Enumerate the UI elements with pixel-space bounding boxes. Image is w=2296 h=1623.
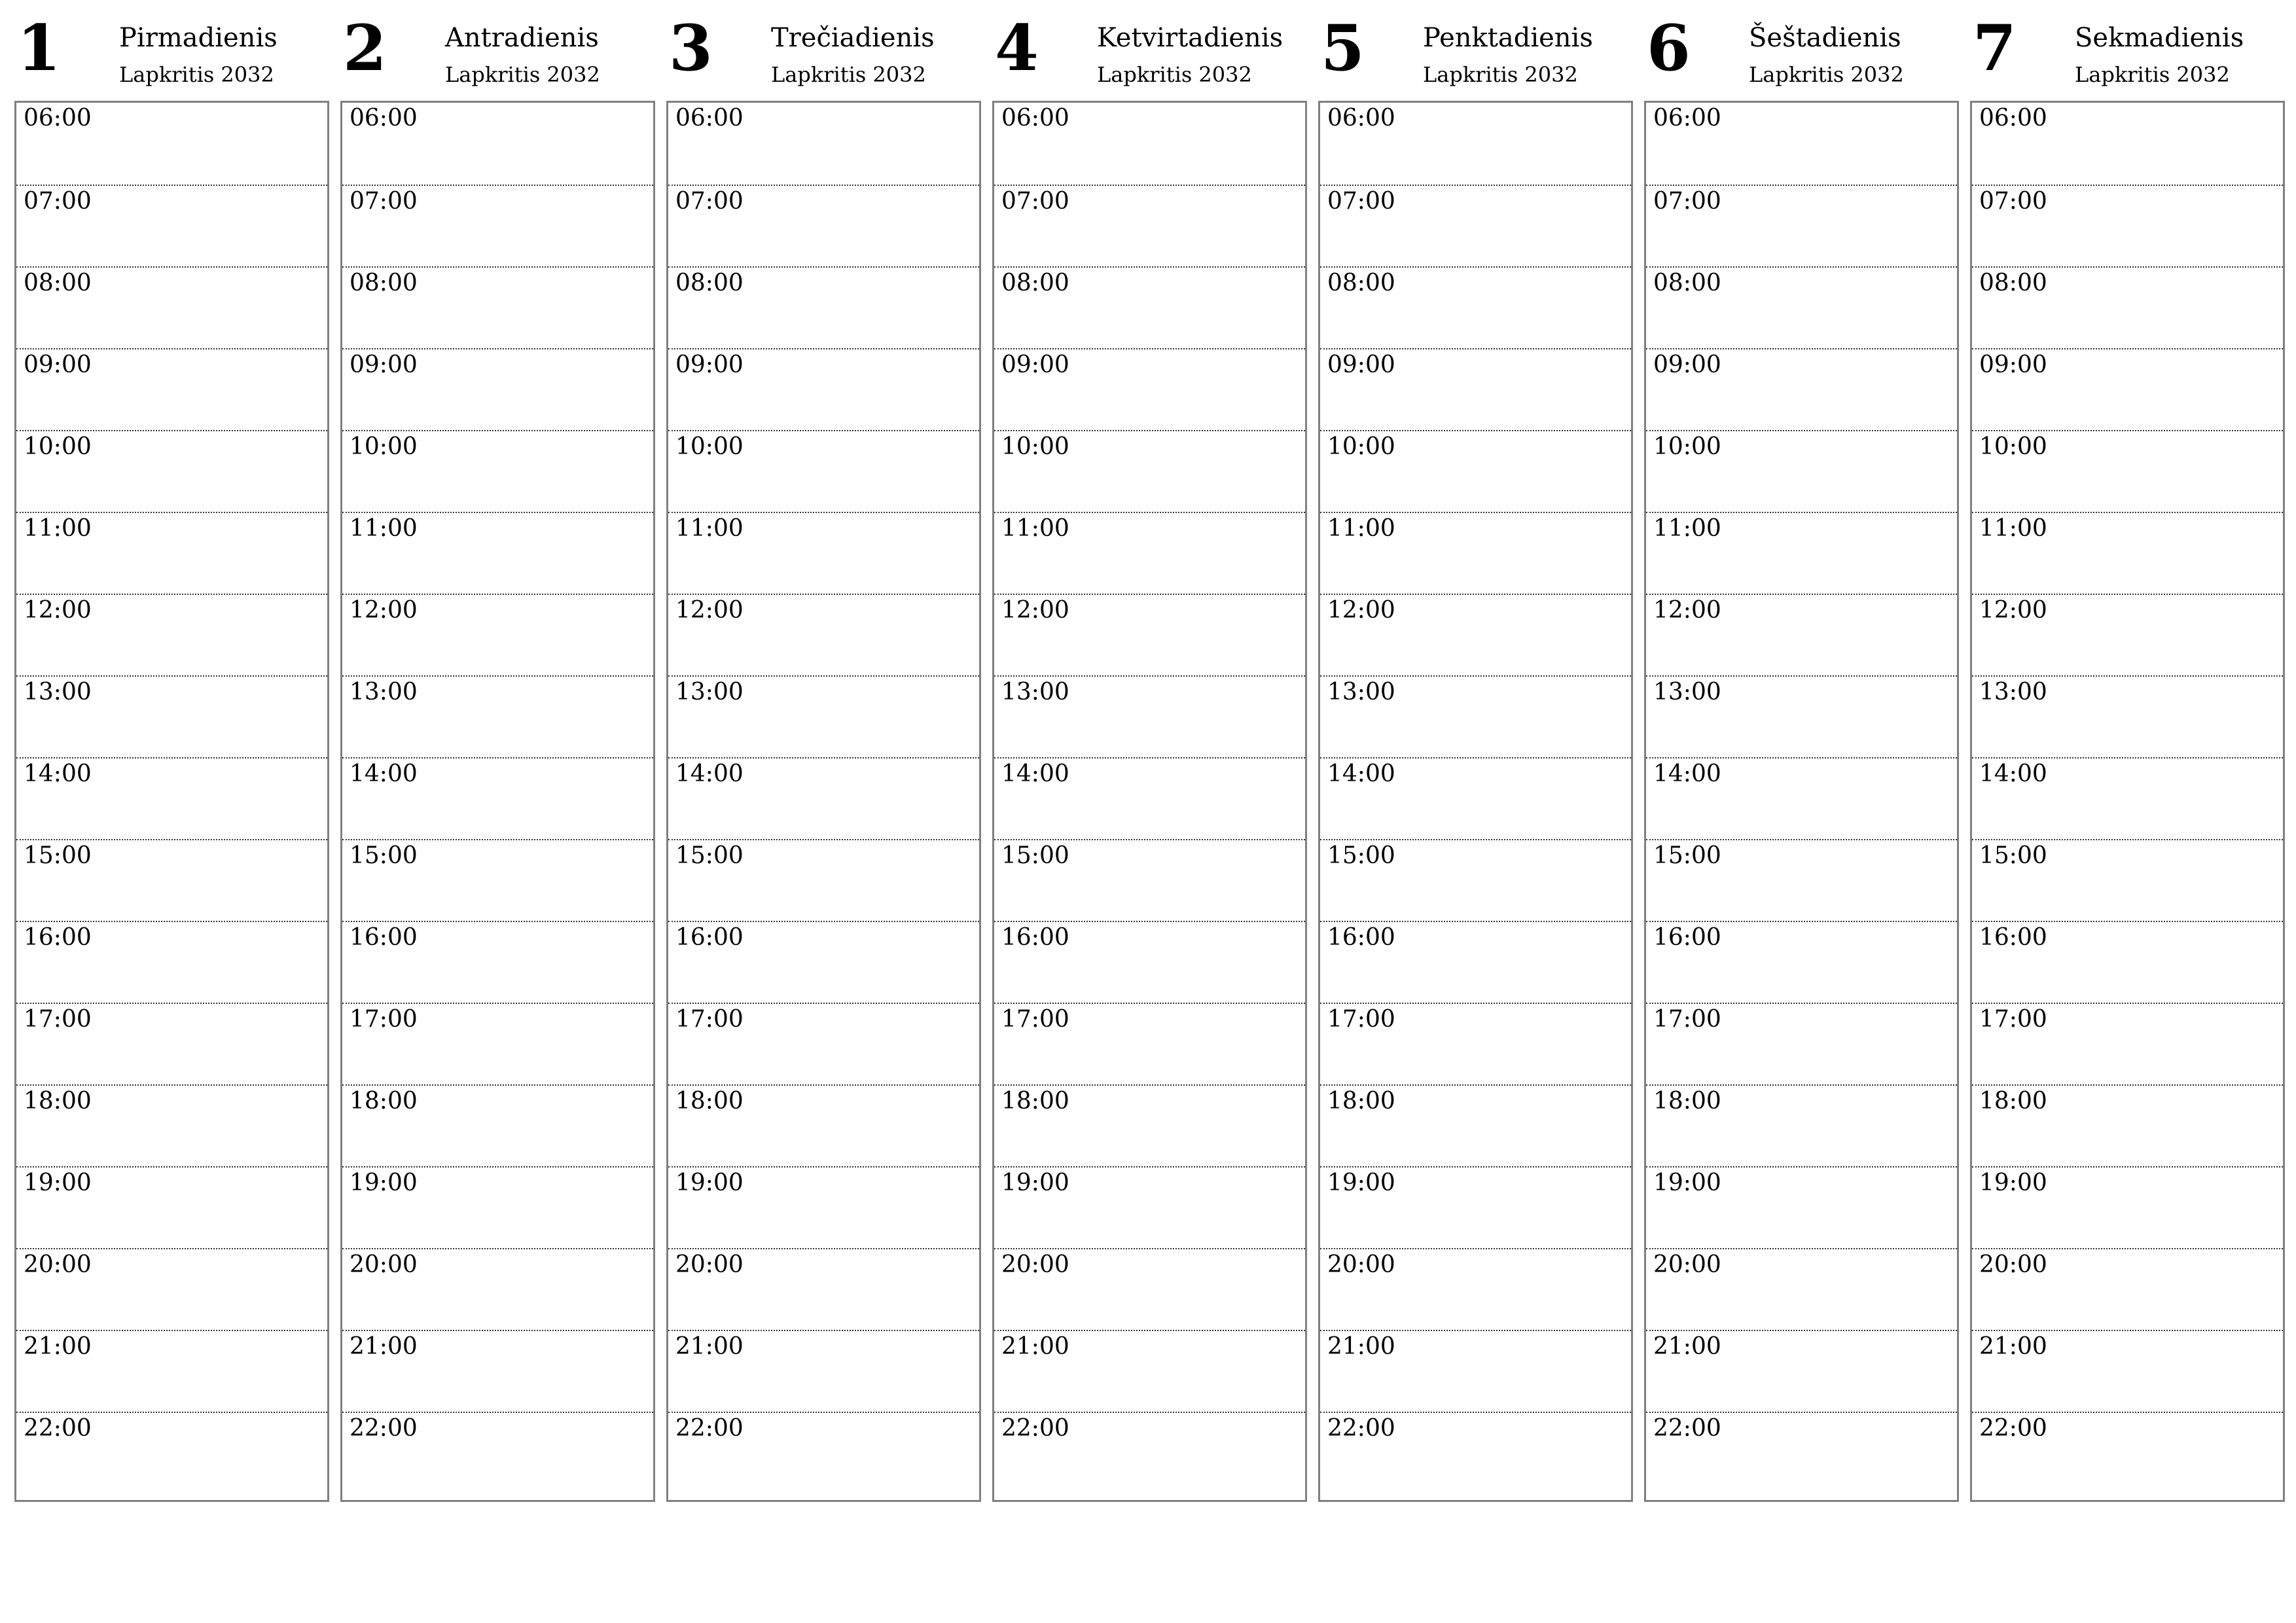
hour-slot[interactable] bbox=[1646, 430, 1957, 513]
hour-slot[interactable] bbox=[1646, 921, 1957, 1004]
hour-label: 10:00 bbox=[350, 433, 418, 460]
hour-label: 13:00 bbox=[1327, 679, 1395, 705]
hour-slot[interactable] bbox=[1646, 675, 1957, 758]
hour-slot[interactable] bbox=[1972, 675, 2283, 758]
day-name: Ketvirtadienis bbox=[1097, 23, 1283, 53]
hour-label: 12:00 bbox=[675, 597, 744, 624]
hour-slot[interactable] bbox=[1646, 1330, 1957, 1413]
hour-label: 11:00 bbox=[1979, 515, 2047, 542]
hour-label: 12:00 bbox=[1001, 597, 1069, 624]
hour-slot[interactable] bbox=[342, 348, 653, 431]
hour-slot[interactable] bbox=[16, 1412, 327, 1495]
hour-slot[interactable] bbox=[1320, 1412, 1631, 1495]
hour-label: 20:00 bbox=[1327, 1251, 1395, 1278]
hour-slot[interactable] bbox=[994, 675, 1305, 758]
hour-slot[interactable] bbox=[16, 266, 327, 349]
hour-label: 20:00 bbox=[1653, 1251, 1721, 1278]
hour-label: 19:00 bbox=[350, 1169, 418, 1196]
day-number: 1 bbox=[17, 11, 61, 85]
day-number: 3 bbox=[669, 11, 713, 85]
hour-label: 12:00 bbox=[24, 597, 92, 624]
hour-slot[interactable] bbox=[1646, 1003, 1957, 1086]
hour-slot[interactable] bbox=[668, 594, 979, 677]
hour-label: 21:00 bbox=[675, 1333, 744, 1360]
hour-slot[interactable] bbox=[668, 921, 979, 1004]
hour-label: 18:00 bbox=[1327, 1088, 1395, 1115]
hour-label: 11:00 bbox=[1327, 515, 1395, 542]
hour-label: 22:00 bbox=[1327, 1415, 1395, 1442]
hour-slot[interactable] bbox=[1972, 594, 2283, 677]
day-month-label: Lapkritis 2032 bbox=[1423, 62, 1578, 87]
hour-slot[interactable] bbox=[994, 757, 1305, 840]
hour-slot[interactable] bbox=[994, 1330, 1305, 1413]
day-column bbox=[1318, 0, 1632, 1501]
hour-slot[interactable] bbox=[16, 1003, 327, 1086]
hour-slot[interactable] bbox=[1646, 512, 1957, 595]
hour-label: 07:00 bbox=[1327, 188, 1395, 215]
hour-label: 19:00 bbox=[1979, 1169, 2047, 1196]
hour-slot[interactable] bbox=[16, 185, 327, 268]
hours-box bbox=[340, 101, 655, 1502]
day-name: Šeštadienis bbox=[1749, 23, 1901, 53]
hour-label: 08:00 bbox=[1327, 270, 1395, 296]
hour-label: 15:00 bbox=[675, 842, 744, 869]
hour-label: 22:00 bbox=[675, 1415, 744, 1442]
hour-label: 20:00 bbox=[1979, 1251, 2047, 1278]
hour-label: 21:00 bbox=[350, 1333, 418, 1360]
hour-label: 17:00 bbox=[1001, 1006, 1069, 1033]
hour-label: 19:00 bbox=[1001, 1169, 1069, 1196]
hour-slot[interactable] bbox=[1972, 430, 2283, 513]
hour-slot[interactable] bbox=[342, 266, 653, 349]
hour-label: 14:00 bbox=[24, 760, 92, 787]
hour-label: 21:00 bbox=[1327, 1333, 1395, 1360]
hour-label: 06:00 bbox=[1979, 105, 2047, 132]
hour-slot[interactable] bbox=[16, 348, 327, 431]
hour-label: 13:00 bbox=[24, 679, 92, 705]
hour-label: 12:00 bbox=[1979, 597, 2047, 624]
hour-slot[interactable] bbox=[994, 512, 1305, 595]
hour-label: 06:00 bbox=[1327, 105, 1395, 132]
hour-slot[interactable] bbox=[994, 1084, 1305, 1168]
hour-slot[interactable] bbox=[1646, 1166, 1957, 1249]
hour-slot[interactable] bbox=[342, 1412, 653, 1495]
hours-box bbox=[666, 101, 981, 1502]
hour-label: 09:00 bbox=[1653, 351, 1721, 378]
hour-label: 22:00 bbox=[24, 1415, 92, 1442]
hour-label: 13:00 bbox=[1653, 679, 1721, 705]
hour-label: 18:00 bbox=[675, 1088, 744, 1115]
hour-label: 20:00 bbox=[24, 1251, 92, 1278]
hour-slot[interactable] bbox=[1646, 103, 1957, 185]
hour-slot[interactable] bbox=[1972, 1084, 2283, 1168]
hour-label: 17:00 bbox=[1653, 1006, 1721, 1033]
hour-label: 11:00 bbox=[1001, 515, 1069, 542]
hour-label: 12:00 bbox=[1327, 597, 1395, 624]
hour-label: 15:00 bbox=[1327, 842, 1395, 869]
hour-label: 19:00 bbox=[1327, 1169, 1395, 1196]
hour-slot[interactable] bbox=[1646, 1412, 1957, 1495]
hour-slot[interactable] bbox=[1320, 512, 1631, 595]
hour-slot[interactable] bbox=[1320, 1084, 1631, 1168]
hour-slot[interactable] bbox=[1646, 266, 1957, 349]
hour-slot[interactable] bbox=[1972, 921, 2283, 1004]
hour-label: 10:00 bbox=[1653, 433, 1721, 460]
hour-label: 08:00 bbox=[675, 270, 744, 296]
hour-slot[interactable] bbox=[342, 1330, 653, 1413]
hour-label: 14:00 bbox=[350, 760, 418, 787]
hour-slot[interactable] bbox=[1320, 430, 1631, 513]
hour-label: 20:00 bbox=[1001, 1251, 1069, 1278]
hour-slot[interactable] bbox=[668, 675, 979, 758]
day-column bbox=[340, 0, 654, 1501]
hour-slot[interactable] bbox=[994, 921, 1305, 1004]
hour-slot[interactable] bbox=[668, 1412, 979, 1495]
hour-slot[interactable] bbox=[994, 1166, 1305, 1249]
hour-label: 07:00 bbox=[350, 188, 418, 215]
hour-slot[interactable] bbox=[342, 675, 653, 758]
hour-slot[interactable] bbox=[1972, 1166, 2283, 1249]
hour-label: 11:00 bbox=[24, 515, 92, 542]
hour-slot[interactable] bbox=[342, 594, 653, 677]
hour-label: 14:00 bbox=[1327, 760, 1395, 787]
day-number: 5 bbox=[1321, 11, 1365, 85]
hour-slot[interactable] bbox=[342, 757, 653, 840]
hours-box bbox=[1970, 101, 2285, 1502]
hour-slot[interactable] bbox=[1972, 185, 2283, 268]
hour-slot[interactable] bbox=[342, 103, 653, 185]
hour-slot[interactable] bbox=[342, 512, 653, 595]
hour-slot[interactable] bbox=[16, 1166, 327, 1249]
hour-label: 08:00 bbox=[24, 270, 92, 296]
hour-slot[interactable] bbox=[994, 266, 1305, 349]
hour-slot[interactable] bbox=[994, 1412, 1305, 1495]
hours-box bbox=[992, 101, 1307, 1502]
hour-label: 19:00 bbox=[675, 1169, 744, 1196]
hour-label: 20:00 bbox=[350, 1251, 418, 1278]
day-header bbox=[340, 0, 654, 98]
hour-label: 06:00 bbox=[350, 105, 418, 132]
hour-slot[interactable] bbox=[342, 839, 653, 922]
hour-slot[interactable] bbox=[342, 1248, 653, 1331]
hour-slot[interactable] bbox=[16, 1248, 327, 1331]
hour-slot[interactable] bbox=[668, 103, 979, 185]
hour-slot[interactable] bbox=[668, 348, 979, 431]
day-number: 4 bbox=[995, 11, 1039, 85]
day-month-label: Lapkritis 2032 bbox=[1097, 62, 1252, 87]
hour-label: 08:00 bbox=[1979, 270, 2047, 296]
hour-slot[interactable] bbox=[16, 430, 327, 513]
day-column bbox=[14, 0, 328, 1501]
hour-slot[interactable] bbox=[1972, 1248, 2283, 1331]
day-month-label: Lapkritis 2032 bbox=[445, 62, 600, 87]
hour-label: 17:00 bbox=[675, 1006, 744, 1033]
hour-slot[interactable] bbox=[1972, 757, 2283, 840]
day-name: Penktadienis bbox=[1423, 23, 1593, 53]
hour-slot[interactable] bbox=[994, 1003, 1305, 1086]
hour-label: 21:00 bbox=[24, 1333, 92, 1360]
hour-label: 16:00 bbox=[350, 924, 418, 951]
hour-slot[interactable] bbox=[1320, 675, 1631, 758]
hour-label: 11:00 bbox=[350, 515, 418, 542]
hour-slot[interactable] bbox=[668, 185, 979, 268]
hour-label: 09:00 bbox=[350, 351, 418, 378]
hour-slot[interactable] bbox=[342, 430, 653, 513]
hour-label: 13:00 bbox=[350, 679, 418, 705]
hour-label: 06:00 bbox=[24, 105, 92, 132]
hour-slot[interactable] bbox=[1646, 348, 1957, 431]
hour-label: 08:00 bbox=[1653, 270, 1721, 296]
hour-slot[interactable] bbox=[1320, 103, 1631, 185]
day-column bbox=[666, 0, 980, 1501]
hour-label: 06:00 bbox=[1653, 105, 1721, 132]
hour-label: 15:00 bbox=[1653, 842, 1721, 869]
hour-label: 17:00 bbox=[1979, 1006, 2047, 1033]
hours-box bbox=[14, 101, 329, 1502]
hour-slot[interactable] bbox=[668, 839, 979, 922]
hour-slot[interactable] bbox=[1972, 1003, 2283, 1086]
hour-label: 07:00 bbox=[24, 188, 92, 215]
day-month-label: Lapkritis 2032 bbox=[771, 62, 926, 87]
day-month-label: Lapkritis 2032 bbox=[1749, 62, 1904, 87]
hour-label: 14:00 bbox=[675, 760, 744, 787]
hour-slot[interactable] bbox=[16, 921, 327, 1004]
hour-slot[interactable] bbox=[342, 1084, 653, 1168]
hour-slot[interactable] bbox=[1646, 1248, 1957, 1331]
hour-label: 06:00 bbox=[1001, 105, 1069, 132]
hour-label: 17:00 bbox=[24, 1006, 92, 1033]
hour-slot[interactable] bbox=[1320, 757, 1631, 840]
day-header bbox=[992, 0, 1306, 98]
day-header bbox=[1644, 0, 1958, 98]
hour-label: 09:00 bbox=[1327, 351, 1395, 378]
hour-slot[interactable] bbox=[668, 512, 979, 595]
hour-slot[interactable] bbox=[342, 185, 653, 268]
hour-label: 21:00 bbox=[1653, 1333, 1721, 1360]
hour-slot[interactable] bbox=[994, 839, 1305, 922]
hour-slot[interactable] bbox=[994, 185, 1305, 268]
day-column bbox=[1644, 0, 1958, 1501]
hour-label: 18:00 bbox=[1001, 1088, 1069, 1115]
hour-slot[interactable] bbox=[342, 1166, 653, 1249]
hour-label: 12:00 bbox=[350, 597, 418, 624]
hour-label: 07:00 bbox=[1001, 188, 1069, 215]
hour-slot[interactable] bbox=[1646, 757, 1957, 840]
day-name: Antradienis bbox=[445, 23, 599, 53]
hour-label: 10:00 bbox=[24, 433, 92, 460]
hour-slot[interactable] bbox=[1320, 839, 1631, 922]
day-header bbox=[666, 0, 980, 98]
hour-label: 10:00 bbox=[675, 433, 744, 460]
hour-slot[interactable] bbox=[1646, 1084, 1957, 1168]
hour-label: 13:00 bbox=[1001, 679, 1069, 705]
hour-slot[interactable] bbox=[1972, 266, 2283, 349]
hour-slot[interactable] bbox=[994, 103, 1305, 185]
hour-slot[interactable] bbox=[16, 757, 327, 840]
hour-slot[interactable] bbox=[994, 594, 1305, 677]
hour-label: 10:00 bbox=[1327, 433, 1395, 460]
hour-label: 13:00 bbox=[1979, 679, 2047, 705]
hour-slot[interactable] bbox=[1972, 1412, 2283, 1495]
hour-slot[interactable] bbox=[1646, 839, 1957, 922]
hour-slot[interactable] bbox=[668, 1084, 979, 1168]
hour-label: 21:00 bbox=[1001, 1333, 1069, 1360]
hour-slot[interactable] bbox=[342, 1003, 653, 1086]
hour-label: 18:00 bbox=[350, 1088, 418, 1115]
hour-label: 16:00 bbox=[675, 924, 744, 951]
hour-label: 08:00 bbox=[1001, 270, 1069, 296]
hour-label: 22:00 bbox=[1979, 1415, 2047, 1442]
hour-label: 15:00 bbox=[1979, 842, 2047, 869]
hour-slot[interactable] bbox=[1320, 921, 1631, 1004]
hour-slot[interactable] bbox=[1972, 103, 2283, 185]
hour-slot[interactable] bbox=[1320, 348, 1631, 431]
hour-slot[interactable] bbox=[1646, 185, 1957, 268]
hour-slot[interactable] bbox=[1972, 512, 2283, 595]
hour-slot[interactable] bbox=[16, 1084, 327, 1168]
hour-slot[interactable] bbox=[1320, 1248, 1631, 1331]
hour-slot[interactable] bbox=[668, 757, 979, 840]
hour-label: 18:00 bbox=[1979, 1088, 2047, 1115]
hour-label: 20:00 bbox=[675, 1251, 744, 1278]
hour-label: 12:00 bbox=[1653, 597, 1721, 624]
hour-slot[interactable] bbox=[16, 103, 327, 185]
day-name: Trečiadienis bbox=[771, 23, 935, 53]
hour-label: 09:00 bbox=[24, 351, 92, 378]
hour-slot[interactable] bbox=[1972, 348, 2283, 431]
day-header bbox=[1970, 0, 2284, 98]
hour-slot[interactable] bbox=[668, 1166, 979, 1249]
hour-slot[interactable] bbox=[1320, 266, 1631, 349]
hour-label: 13:00 bbox=[675, 679, 744, 705]
hour-slot[interactable] bbox=[16, 594, 327, 677]
hour-slot[interactable] bbox=[668, 1248, 979, 1331]
hour-slot[interactable] bbox=[16, 512, 327, 595]
day-number: 7 bbox=[1973, 11, 2017, 85]
hour-slot[interactable] bbox=[1972, 1330, 2283, 1413]
hour-slot[interactable] bbox=[668, 266, 979, 349]
day-number: 2 bbox=[343, 11, 387, 85]
day-column bbox=[1970, 0, 2284, 1501]
hour-slot[interactable] bbox=[1972, 839, 2283, 922]
hour-label: 19:00 bbox=[24, 1169, 92, 1196]
hour-label: 21:00 bbox=[1979, 1333, 2047, 1360]
day-month-label: Lapkritis 2032 bbox=[119, 62, 274, 87]
hour-label: 16:00 bbox=[1001, 924, 1069, 951]
hour-label: 15:00 bbox=[350, 842, 418, 869]
day-header bbox=[14, 0, 328, 98]
hour-label: 15:00 bbox=[24, 842, 92, 869]
day-header bbox=[1318, 0, 1632, 98]
hour-slot[interactable] bbox=[668, 430, 979, 513]
hour-label: 22:00 bbox=[350, 1415, 418, 1442]
hour-slot[interactable] bbox=[16, 675, 327, 758]
hour-slot[interactable] bbox=[1320, 185, 1631, 268]
hour-label: 16:00 bbox=[24, 924, 92, 951]
hour-label: 22:00 bbox=[1653, 1415, 1721, 1442]
hour-label: 09:00 bbox=[1001, 351, 1069, 378]
hour-label: 18:00 bbox=[1653, 1088, 1721, 1115]
hour-slot[interactable] bbox=[342, 921, 653, 1004]
hour-label: 11:00 bbox=[1653, 515, 1721, 542]
day-name: Pirmadienis bbox=[119, 23, 278, 53]
hours-box bbox=[1644, 101, 1959, 1502]
hour-slot[interactable] bbox=[994, 430, 1305, 513]
hour-label: 14:00 bbox=[1979, 760, 2047, 787]
hour-label: 22:00 bbox=[1001, 1415, 1069, 1442]
hour-label: 16:00 bbox=[1979, 924, 2047, 951]
hour-label: 19:00 bbox=[1653, 1169, 1721, 1196]
hour-label: 07:00 bbox=[1979, 188, 2047, 215]
hour-label: 09:00 bbox=[1979, 351, 2047, 378]
hour-label: 16:00 bbox=[1653, 924, 1721, 951]
hour-slot[interactable] bbox=[1320, 1330, 1631, 1413]
day-name: Sekmadienis bbox=[2075, 23, 2244, 53]
hour-label: 07:00 bbox=[675, 188, 744, 215]
hour-slot[interactable] bbox=[668, 1330, 979, 1413]
hour-label: 09:00 bbox=[675, 351, 744, 378]
hour-label: 15:00 bbox=[1001, 842, 1069, 869]
hour-label: 10:00 bbox=[1001, 433, 1069, 460]
hours-box bbox=[1318, 101, 1633, 1502]
hour-label: 11:00 bbox=[675, 515, 744, 542]
hour-slot[interactable] bbox=[994, 1248, 1305, 1331]
hour-label: 14:00 bbox=[1653, 760, 1721, 787]
hour-label: 06:00 bbox=[675, 105, 744, 132]
day-month-label: Lapkritis 2032 bbox=[2075, 62, 2230, 87]
hour-label: 07:00 bbox=[1653, 188, 1721, 215]
hour-slot[interactable] bbox=[1320, 1003, 1631, 1086]
hour-slot[interactable] bbox=[1320, 594, 1631, 677]
hour-slot[interactable] bbox=[16, 1330, 327, 1413]
hour-slot[interactable] bbox=[668, 1003, 979, 1086]
day-number: 6 bbox=[1647, 11, 1691, 85]
hour-slot[interactable] bbox=[1320, 1166, 1631, 1249]
hour-label: 08:00 bbox=[350, 270, 418, 296]
hour-label: 16:00 bbox=[1327, 924, 1395, 951]
hour-slot[interactable] bbox=[16, 839, 327, 922]
hour-label: 14:00 bbox=[1001, 760, 1069, 787]
hour-label: 17:00 bbox=[350, 1006, 418, 1033]
hour-label: 18:00 bbox=[24, 1088, 92, 1115]
hour-label: 10:00 bbox=[1979, 433, 2047, 460]
day-column bbox=[992, 0, 1306, 1501]
hour-slot[interactable] bbox=[1646, 594, 1957, 677]
hour-label: 17:00 bbox=[1327, 1006, 1395, 1033]
hour-slot[interactable] bbox=[994, 348, 1305, 431]
